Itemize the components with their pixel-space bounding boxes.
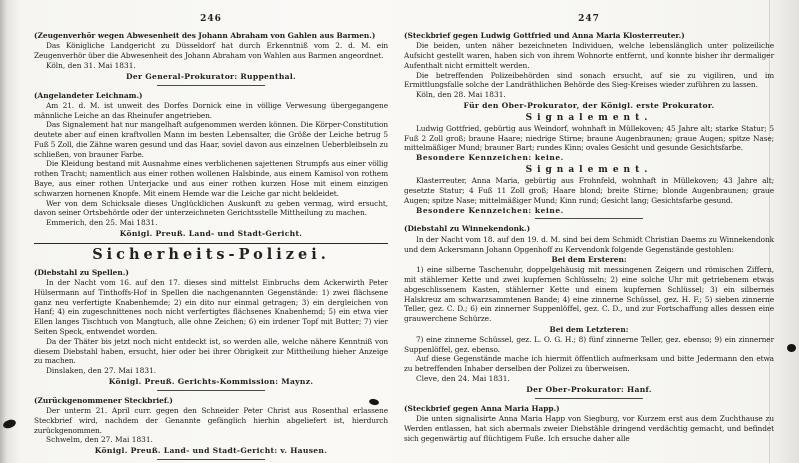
section-paragraph: Auf diese Gegenstände mache ich hiermit öffentlich aufmerksam und bitte Jedermann den etwa zu betreffenden Inhaber derselben der Polizei zu überweisen.: [404, 354, 774, 374]
signalement-heading: Signalement.: [525, 112, 653, 123]
ink-smudge-icon: [787, 344, 796, 352]
left-page-column: [34, 14, 388, 461]
list-subheading: Bei dem Ersteren:: [551, 255, 627, 265]
section-paragraph: Da der Thäter bis jetzt noch nicht entdeckt ist, so werden alle, welche nähere Kenntniß von diesem Diebstahl haben, ersucht, hier oder bei ihrer Obrigkeit zur Mittheilung hieher Anzeige zu machen.: [34, 336, 388, 366]
section-heading: (Zurückgenommener Steckbrief.): [34, 395, 173, 405]
stolen-items-list: 7) eine zinnerne Schüssel, gez. L. O. G. H.; 8) fünf zinnerne Teller, gez. ebenso; 9) ein zinnerner Suppenlöffel, gez. ebenso.: [404, 334, 774, 354]
section-steckbrief-zurueckgenommen: [34, 396, 388, 460]
section-divider: [535, 398, 643, 399]
dateline: Köln, den 31. Mai 1831.: [46, 60, 136, 70]
section-divider: [157, 85, 265, 86]
page-number-left: 246: [200, 14, 222, 24]
section-divider: [535, 218, 643, 219]
signature-line: Für den Ober-Prokurator, der Königl. erste Prokurator.: [463, 101, 715, 111]
dateline: Köln, den 28. Mai 1831.: [416, 90, 506, 100]
section-heading: (Zeugenverhör wegen Abwesenheit des Johann Abraham von Gahlen aus Barmen.): [34, 31, 376, 40]
page-number-right: 247: [578, 14, 600, 24]
section-heading: (Angelandeter Leichnam.): [34, 90, 143, 100]
section-divider: [157, 390, 265, 391]
section-steckbrief-happ: [404, 404, 774, 444]
section-paragraph: Die betreffenden Polizeibehörden sind sonach ersucht, auf sie zu vigiliren, und im Ermittlungsfalle solche der Landräthlichen Behörde des Sieg-Kreises wieder zuführen zu lassen.: [404, 70, 774, 90]
section-divider: [157, 459, 265, 460]
section-paragraph: In der Nacht vom 18. auf den 19. d. M. sind bei dem Schmidt Christian Daems zu Winnekendonk und dem Ackersmann Johann Opgenhoff zu Kervendonk folgende Gegenstände gestohlen:: [404, 234, 774, 254]
signalement-paragraph: Ludwig Gottfried, gebürtig aus Weindorf, wohnhaft in Müllekoven; 45 Jahre alt; starke Statur; 5 Fuß 2 Zoll groß; braune Haare; niedrige Stirne; braune Augenbraunen; graue Augen; spitze Nase; mittelmäßiger Mund; brauner Bart; rundes Kinn; ovales Gesicht und gesunde Gesichtsfarbe.: [404, 123, 774, 153]
section-heading: (Diebstahl zu Spellen.): [34, 267, 129, 277]
signature-line: Der Ober-Prokurator: Hanf.: [526, 384, 652, 394]
list-subheading: Bei dem Letzteren:: [549, 324, 629, 334]
section-heading: (Steckbrief gegen Ludwig Gottfried und Anna Maria Klosterreuter.): [404, 31, 685, 40]
section-paragraph: Die unten signalisirte Anna Maria Happ von Siegburg, vor Kurzem erst aus dem Zuchthause zu Werden entlassen, hat sich abermals zweier Diebstähle dringend verdächtig gemacht, und befindet sich gegenwärtig auf flüchtigem Fuße. Ich ersuche daher alle: [404, 414, 774, 443]
dateline: Emmerich, den 25. Mai 1831.: [46, 218, 158, 228]
right-page-column: [404, 14, 774, 443]
rubric-divider: [34, 243, 388, 244]
dateline: Cleve, den 24. Mai 1831.: [416, 373, 510, 383]
signalement-heading: Signalement.: [525, 165, 653, 176]
signature-line: Königl. Preuß. Gerichts-Kommission: Maynz.: [108, 377, 314, 387]
section-heading: (Steckbrief gegen Anna Maria Happ.): [404, 403, 560, 413]
dateline: Dinslaken, den 27. Mai 1831.: [46, 366, 157, 376]
rubric-title: Sicherheits-Polizei.: [92, 245, 330, 263]
stolen-items-list: 1) eine silberne Taschenuhr, doppelgehäusig mit messingenen Zeigern und römischen Ziffern, mit stählerner Kette und zwei kupfernen Schlüsseln; 2) eine solche Uhr mit getriebenem etwas abgeschlissenem Kasten, stählerner Kette und einem kupfernen Schlüssel; 3) ein silbernes Halskreuz am schwarzsammtenen Bande; 4) eine zinnerne Schüssel, gez. H. F.; 5) sieben zinnerne Teller, gez. C. D.; 6) ein zinnerner Suppenlöffel, gez. C. D., und zur Fortschaffung alles dessen eine grauwerchene Schürze.: [404, 265, 774, 324]
signature-line: Der General-Prokurator: Ruppenthal.: [126, 71, 296, 81]
section-diebstahl-winnekendonk: [404, 224, 774, 398]
section-paragraph: Die beiden, unten näher bezeichneten Individuen, welche lebenslänglich unter polizeiliche Aufsicht gestellt waren, haben sich von ihrem Wohnorte entfernt, und konnte bisher ihr dermaliger Aufenthalt nicht ermittelt werden.: [404, 41, 774, 70]
section-paragraph: Das Königliche Landgericht zu Düsseldorf hat durch Erkenntniß vom 2. d. M. ein Zeugenverhör über die Abwesenheit des Johann Abraham von Wahlen aus Barmen angeordnet.: [34, 41, 388, 61]
ink-smudge-icon: [2, 418, 17, 430]
section-paragraph: Der unterm 21. April curr. gegen den Schneider Peter Christ aus Rosenthal erlassene Steckbrief wird, nachdem der Genannte gefänglich hierhin abgeliefert ist, hierdurch zurückgenommen.: [34, 406, 388, 435]
signature-line: Königl. Preuß. Land- und Stadt-Gericht.: [119, 229, 303, 239]
section-heading: (Diebstahl zu Winnekendonk.): [404, 224, 531, 234]
section-paragraph: Wer von dem Schicksale dieses Unglücklichen Auskunft zu geben vermag, wird ersucht, davon seiner Ortsbehörde oder der unterzeichneten Gerichtsstelle Mittheilung zu machen.: [34, 198, 388, 218]
dateline: Schwelm, den 27. Mai 1831.: [46, 435, 153, 445]
signature-line: Königl. Preuß. Land- und Stadt-Gericht: v. Hausen.: [94, 446, 328, 456]
section-paragraph: Die Kleidung bestand mit Ausnahme eines verblichenen sajettenen Strumpfs aus einer völlig rothen Tracht; namentlich aus einer rothen wollenen Halsbinde, aus einem Kamisol von rothem Baye, aus einer rothen Unterjacke und aus einer rothen kurzen Hose mit einem einzigen schwarzen hornenen Knopfe. Mit einem Hemde war die Leiche gar nicht bekleidet.: [34, 159, 388, 198]
signalement-paragraph: Klasterreuter, Anna Maria, gebürtig aus Frohnfeld, wohnhaft in Müllekoven; 43 Jahre alt; gesetzte Statur; 4 Fuß 11 Zoll groß; Haare blond; breite Stirne; blonde Augenbraunen; graue Augen; spitze Nase; mittelmäßiger Mund; Kinn rund; Gesicht lang; Gesichtsfarbe gesund.: [404, 176, 774, 205]
section-paragraph: Am 21. d. M. ist unweit des Dorfes Dornick eine in völlige Verwesung übergegangene männliche Leiche an das Rheinufer angetrieben.: [34, 100, 388, 120]
section-zeugenverhoer: [34, 31, 388, 86]
section-leichnam: [34, 91, 388, 239]
section-paragraph: In der Nacht vom 16. auf den 17. dieses sind mittelst Einbruchs dem Ackerwirth Peter Hülsermann auf Tinthoffs-Hof in Spellen die nachgenannten Gegenstände: 1) zwei flächsene ganz neu verfertigte Knabenhemde; 2) ein dito nur einmal getragen; 3) ein dergleichen von Hanf; 4) ein zugeschnittenes noch nicht verfertigtes flächsenes Knabenhemd; 5) ein etwa vier Ellen langes Tischtuch von Mangtuch, alle ohne Zeichen; 6) ein irdener Topf mit Butter; 7) vier Seiten Speck, entwendet worden.: [34, 278, 388, 336]
kennzeichen-line: Besondere Kennzeichen: keine.: [416, 205, 564, 215]
section-paragraph: Das Signalement hat nur mangelhaft aufgenommen werden können. Die Körper-Constitution deutete aber auf einen kraftvollen Mann im besten Lebensalter, die Größe der Leiche betrug 5 Fuß 5 Zoll, die Zähne waren gesund und das Haar, soviel davon aus einzelnen Ueberbleibseln zu schließen, von brauner Farbe.: [34, 120, 388, 159]
section-diebstahl-spellen: [34, 268, 388, 391]
kennzeichen-line: Besondere Kennzeichen: keine.: [416, 153, 564, 163]
section-steckbrief-klosterreuter: [404, 31, 774, 219]
